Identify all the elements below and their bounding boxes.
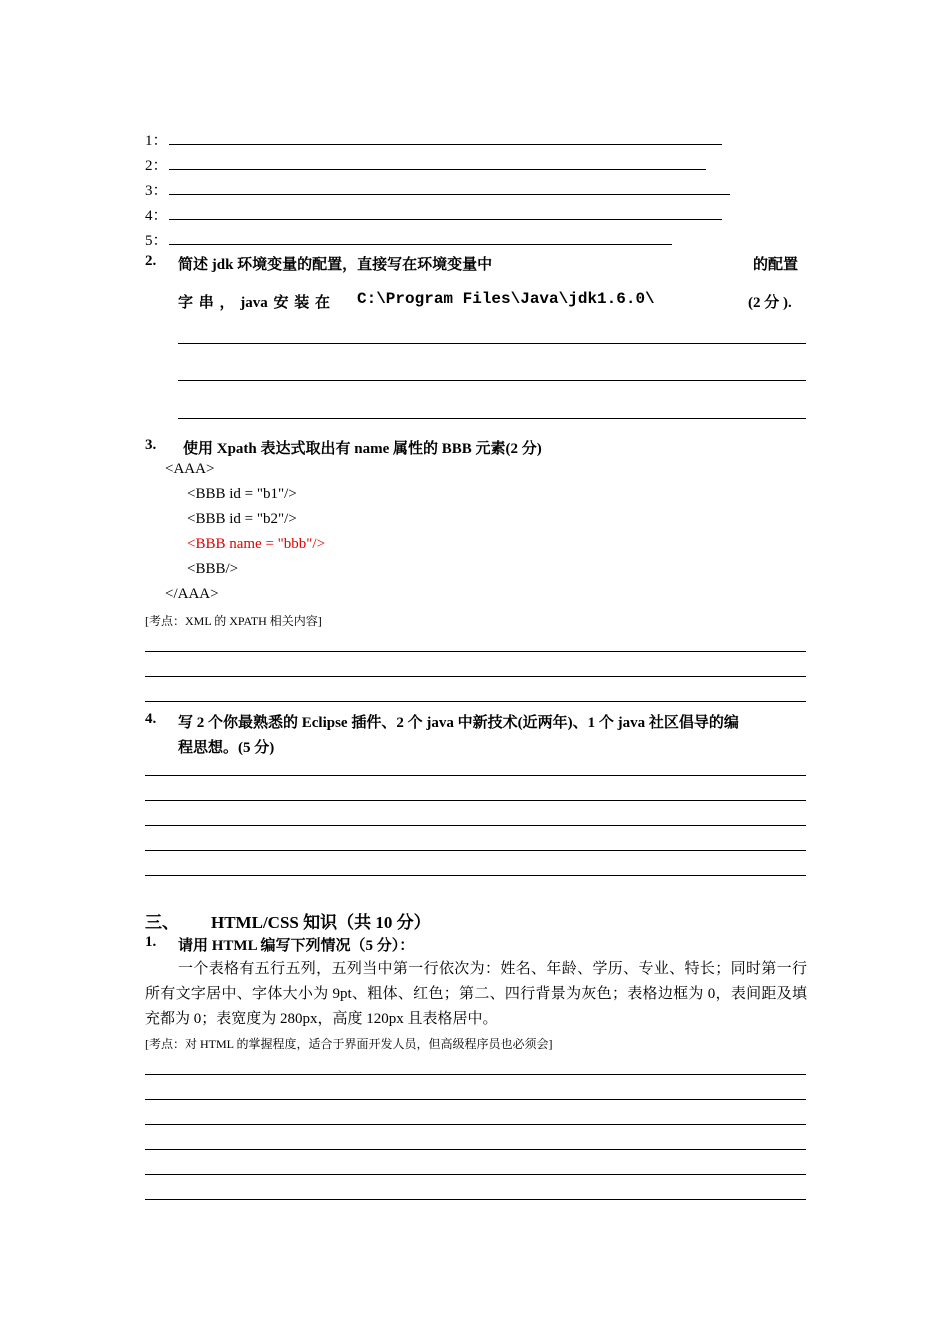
answer-line	[145, 1124, 806, 1125]
q4-number: 4.	[145, 711, 157, 727]
s3q1-note: [考点：对 HTML 的掌握程度，适合于界面开发人员，但高级程序员也必须会]	[145, 1037, 553, 1051]
answer-line	[145, 701, 806, 702]
answer-line	[169, 194, 730, 195]
answer-line	[145, 1174, 806, 1175]
q4-text-line2: 程思想。(5 分)	[178, 740, 275, 756]
q4-text-line1: 写 2 个你最熟悉的 Eclipse 插件、2 个 java 中新技术(近两年)、1 个 java 社区倡导的编	[178, 715, 739, 731]
answer-line	[169, 244, 672, 245]
answer-line	[145, 651, 806, 652]
section3-number: 三、	[145, 913, 179, 932]
blank-label-1: 1：	[145, 133, 168, 149]
answer-line	[145, 676, 806, 677]
xml-code-line-highlighted: <BBB name = "bbb"/>	[187, 536, 326, 552]
section3-title: HTML/CSS 知识（共 10 分）	[211, 913, 431, 932]
answer-line	[145, 775, 806, 776]
answer-line	[145, 800, 806, 801]
s3q1-title: 请用 HTML 编写下列情况（5 分）：	[178, 938, 415, 954]
xml-code-line: <BBB id = "b1"/>	[187, 486, 297, 502]
answer-line	[178, 343, 806, 344]
q3-number: 3.	[145, 437, 157, 453]
answer-line	[169, 219, 722, 220]
answer-line	[178, 380, 806, 381]
xml-code-line: <BBB/>	[187, 561, 239, 577]
q2-text-line1-end: 的配置	[753, 257, 799, 273]
answer-line	[145, 850, 806, 851]
s3q1-number: 1.	[145, 934, 157, 950]
q2-number: 2.	[145, 253, 157, 269]
answer-line	[145, 825, 806, 826]
xml-code-line: <AAA>	[165, 461, 215, 477]
answer-line	[145, 1074, 806, 1075]
answer-line	[145, 1199, 806, 1200]
q3-note: [考点：XML 的 XPATH 相关内容]	[145, 614, 322, 628]
answer-line	[145, 1149, 806, 1150]
answer-line	[145, 1099, 806, 1100]
blank-label-5: 5：	[145, 233, 168, 249]
q3-title: 使用 Xpath 表达式取出有 name 属性的 BBB 元素(2 分)	[183, 441, 542, 457]
answer-line	[169, 169, 706, 170]
s3q1-body: 一个表格有五行五列，五列当中第一行依次为：姓名、年龄、学历、专业、特长；同时第一行所有文字居中、字体大小为 9pt、粗体、红色；第二、四行背景为灰色；表格边框为 0，表间距及填充都为 0；表宽度为 280px，高度 120px 且表格居中。	[145, 961, 807, 1027]
blank-label-3: 3：	[145, 183, 168, 199]
q2-text-line1: 简述 jdk 环境变量的配置，直接写在环境变量中	[178, 257, 493, 273]
answer-line	[169, 144, 722, 145]
blank-label-2: 2：	[145, 158, 168, 174]
q2-java-path: C:\Program Files\Java\jdk1.6.0\	[357, 290, 655, 308]
answer-line	[145, 875, 806, 876]
answer-line	[178, 418, 806, 419]
xml-code-line: </AAA>	[165, 586, 219, 602]
blank-label-4: 4：	[145, 208, 168, 224]
xml-code-line: <BBB id = "b2"/>	[187, 511, 297, 527]
q2-score: (2 分 ).	[748, 295, 792, 311]
q2-text-line2: 字 串 ， java 安 装 在	[178, 295, 330, 311]
